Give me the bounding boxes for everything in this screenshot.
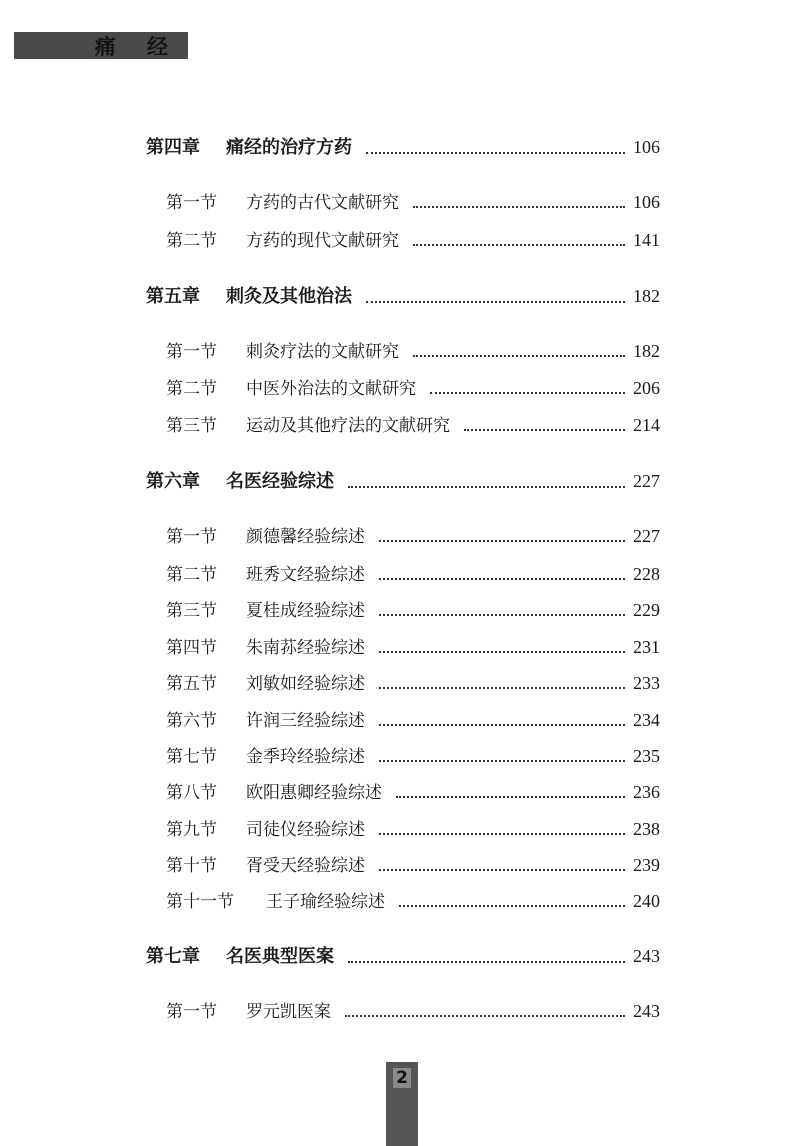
toc-entry-title: 朱南荪经验综述	[246, 638, 365, 658]
toc-entry-number: 第二节	[166, 231, 217, 251]
toc-section-entry	[166, 742, 660, 767]
dot-leader	[413, 243, 625, 246]
toc-entry-title: 运动及其他疗法的文献研究	[246, 416, 450, 436]
toc-section-entry	[166, 560, 660, 585]
dot-leader	[379, 686, 625, 689]
toc-entry-page: 243	[633, 1001, 660, 1021]
toc-entry-page: 235	[633, 746, 660, 766]
running-header-title: 痛 经	[94, 34, 180, 59]
dot-leader	[379, 577, 625, 580]
toc-entry-title: 名医经验综述	[226, 471, 334, 492]
toc-entry-number: 第四节	[166, 638, 217, 658]
toc-chapter-entry	[146, 133, 660, 159]
toc-entry-page: 239	[633, 855, 660, 875]
dot-leader	[413, 354, 625, 357]
toc-entry-title: 刺灸及其他治法	[226, 286, 352, 307]
toc-entry-page: 240	[633, 891, 660, 911]
toc-entry-page: 227	[633, 471, 660, 491]
toc-section-entry	[166, 374, 660, 399]
toc-section-entry	[166, 851, 660, 876]
toc-section-entry	[166, 669, 660, 694]
toc-entry-page: 182	[633, 286, 660, 306]
toc-entry-title: 名医典型医案	[226, 946, 334, 967]
toc-entry-title: 方药的现代文献研究	[246, 231, 399, 251]
toc-entry-number: 第一节	[166, 1002, 217, 1022]
toc-section-entry	[166, 522, 660, 547]
toc-entry-number: 第五章	[146, 286, 200, 307]
toc-entry-number: 第六章	[146, 471, 200, 492]
dot-leader	[399, 904, 625, 907]
dot-leader	[379, 650, 625, 653]
dot-leader	[366, 151, 625, 154]
toc-entry-number: 第二节	[166, 379, 217, 399]
toc-entry-title: 夏桂成经验综述	[246, 601, 365, 621]
toc-entry-number: 第六节	[166, 711, 217, 731]
toc-section-entry	[166, 997, 660, 1022]
toc-entry-number: 第二节	[166, 565, 217, 585]
dot-leader	[396, 795, 625, 798]
toc-entry-number: 第十节	[166, 856, 217, 876]
toc-section-entry	[166, 815, 660, 840]
toc-section-entry	[166, 706, 660, 731]
page-footer	[386, 1062, 418, 1146]
toc-entry-title: 罗元凯医案	[246, 1002, 331, 1022]
dot-leader	[379, 759, 625, 762]
toc-entry-title: 刘敏如经验综述	[246, 674, 365, 694]
toc-entry-title: 颜德馨经验综述	[246, 527, 365, 547]
toc-entry-title: 中医外治法的文献研究	[246, 379, 416, 399]
toc-entry-title: 司徒仪经验综述	[246, 820, 365, 840]
toc-entry-page: 233	[633, 673, 660, 693]
toc-section-entry	[166, 226, 660, 251]
page-number: 2	[393, 1068, 411, 1088]
toc-entry-title: 许润三经验综述	[246, 711, 365, 731]
toc-entry-page: 214	[633, 415, 660, 435]
toc-entry-page: 182	[633, 341, 660, 361]
toc-entry-number: 第一节	[166, 527, 217, 547]
toc-entry-title: 班秀文经验综述	[246, 565, 365, 585]
dot-leader	[379, 613, 625, 616]
toc-chapter-entry	[146, 942, 660, 968]
toc-entry-title: 胥受天经验综述	[246, 856, 365, 876]
toc-entry-title: 刺灸疗法的文献研究	[246, 342, 399, 362]
dot-leader	[366, 300, 625, 303]
toc-entry-number: 第十一节	[166, 892, 234, 912]
toc-entry-title: 欧阳惠卿经验综述	[246, 783, 382, 803]
toc-entry-number: 第五节	[166, 674, 217, 694]
toc-entry-page: 243	[633, 946, 660, 966]
toc-entry-number: 第三节	[166, 416, 217, 436]
dot-leader	[413, 205, 625, 208]
dot-leader	[464, 428, 625, 431]
dot-leader	[345, 1014, 625, 1017]
toc-chapter-entry	[146, 282, 660, 308]
toc-entry-number: 第一节	[166, 193, 217, 213]
toc-entry-number: 第三节	[166, 601, 217, 621]
toc-section-entry	[166, 188, 660, 213]
toc-entry-page: 227	[633, 526, 660, 546]
toc-entry-number: 第九节	[166, 820, 217, 840]
toc-entry-page: 236	[633, 782, 660, 802]
toc-entry-number: 第七章	[146, 946, 200, 967]
toc-entry-page: 106	[633, 192, 660, 212]
toc-entry-page: 238	[633, 819, 660, 839]
toc-section-entry	[166, 596, 660, 621]
dot-leader	[379, 539, 625, 542]
toc-entry-title: 金季玲经验综述	[246, 747, 365, 767]
dot-leader	[430, 391, 625, 394]
toc-entry-page: 231	[633, 637, 660, 657]
dot-leader	[379, 832, 625, 835]
toc-entry-number: 第四章	[146, 137, 200, 158]
toc-entry-page: 206	[633, 378, 660, 398]
toc-entry-page: 141	[633, 230, 660, 250]
dot-leader	[348, 485, 625, 488]
toc-entry-number: 第一节	[166, 342, 217, 362]
dot-leader	[379, 868, 625, 871]
dot-leader	[379, 723, 625, 726]
toc-section-entry	[166, 633, 660, 658]
dot-leader	[348, 960, 625, 963]
toc-entry-number: 第八节	[166, 783, 217, 803]
toc-section-entry	[166, 778, 660, 803]
toc-entry-page: 229	[633, 600, 660, 620]
toc-section-entry	[166, 887, 660, 912]
toc-section-entry	[166, 411, 660, 436]
toc-entry-page: 228	[633, 564, 660, 584]
toc-entry-title: 痛经的治疗方药	[226, 137, 352, 158]
toc-entry-page: 234	[633, 710, 660, 730]
toc-chapter-entry	[146, 467, 660, 493]
toc-section-entry	[166, 337, 660, 362]
toc-entry-page: 106	[633, 137, 660, 157]
toc-entry-number: 第七节	[166, 747, 217, 767]
toc-entry-title: 王子瑜经验综述	[266, 892, 385, 912]
toc-entry-title: 方药的古代文献研究	[246, 193, 399, 213]
